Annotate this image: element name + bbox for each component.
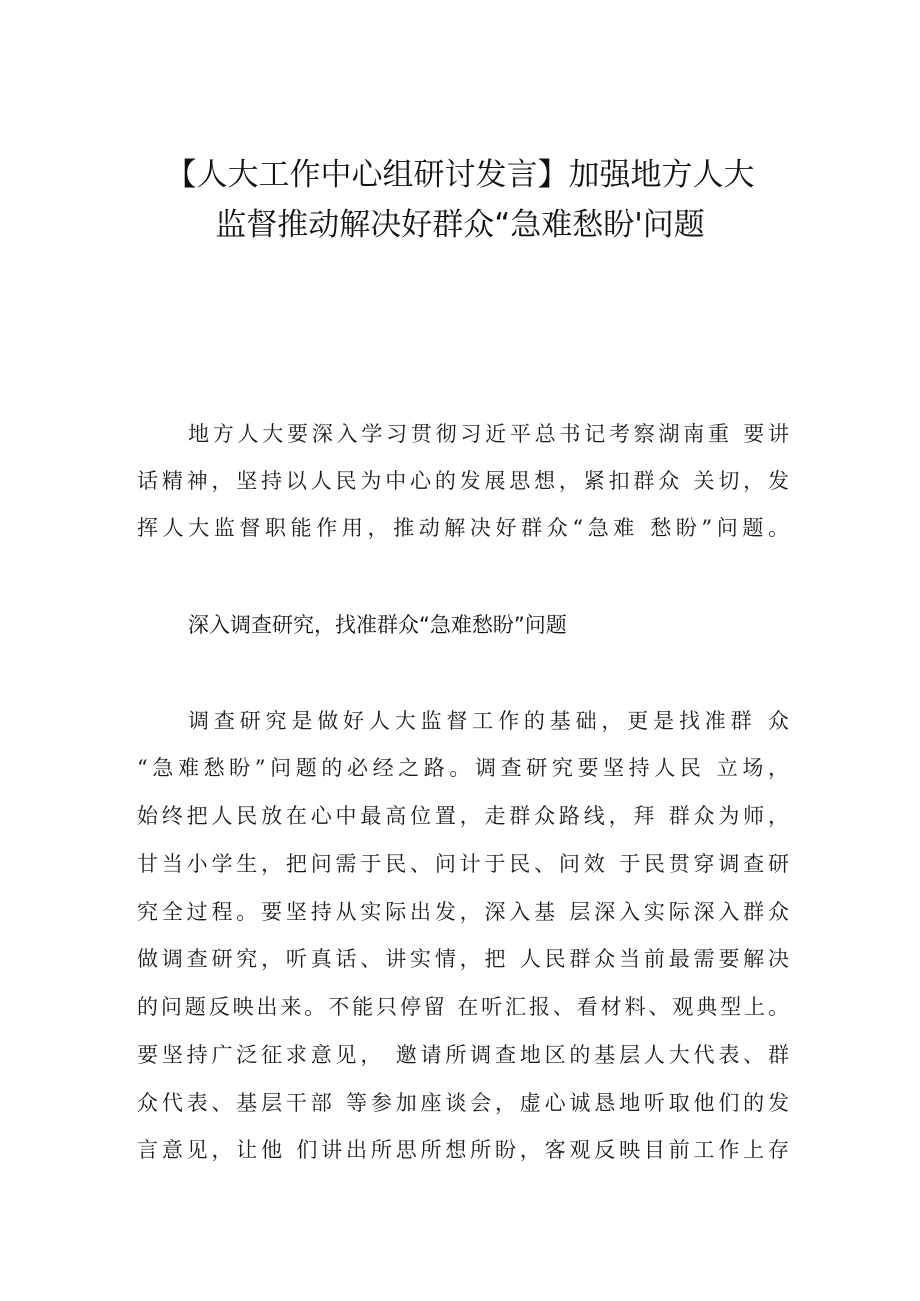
section-paragraph-line-5: 究全过程。要坚持从实际出发，深入基 层深入实际深入群众: [137, 900, 789, 924]
document-title-line-1: 【人大工作中心组研讨发言】加强地方人大: [165, 157, 755, 193]
section-paragraph-line-3: 始终把人民放在心中最高位置，走群众路线，拜 群众为师，: [137, 804, 789, 828]
section-paragraph-line-8: 要坚持广泛征求意见， 邀请所调查地区的基层人大代表、群: [137, 1043, 789, 1067]
section-paragraph-line-9: 众代表、基层干部 等参加座谈会，虚心诚恳地听取他们的发: [137, 1091, 789, 1115]
document-title-line-2: 监督推动解决好群众“急难愁盼'问题: [215, 207, 705, 243]
intro-paragraph-line-1: 地方人大要深入学习贯彻习近平总书记考察湖南重 要讲: [188, 422, 789, 446]
section-paragraph-line-10: 言意见，让他 们讲出所思所想所盼，客观反映目前工作上存: [137, 1138, 789, 1162]
intro-paragraph-line-2: 话精神，坚持以人民为中心的发展思想，紧扣群众 关切，发: [137, 469, 789, 493]
section-paragraph-line-4: 甘当小学生，把问需于民、问计于民、问效 于民贯穿调查研: [137, 852, 789, 876]
section-paragraph-line-6: 做调查研究，听真话、讲实情，把 人民群众当前最需要解决: [137, 947, 789, 971]
section-paragraph-line-7: 的问题反映出来。不能只停留 在听汇报、看材料、观典型上。: [137, 995, 789, 1019]
section-paragraph-line-1: 调查研究是做好人大监督工作的基础，更是找准群 众: [188, 709, 789, 733]
section-heading: 深入调查研究，找准群众“急难愁盼”问题: [188, 613, 567, 637]
section-paragraph-line-2: “急难愁盼”问题的必经之路。调查研究要坚持人民 立场，: [137, 756, 789, 780]
intro-paragraph-line-3: 挥人大监督职能作用，推动解决好群众“急难 愁盼”问题。: [137, 516, 789, 540]
